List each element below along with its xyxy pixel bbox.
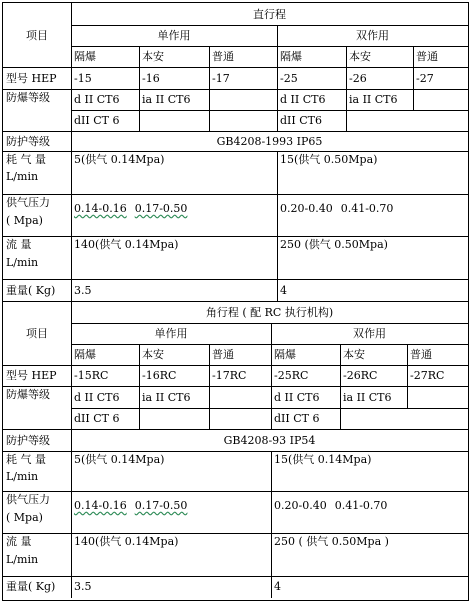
section-title: 直行程 bbox=[253, 7, 286, 21]
pressure-single bbox=[71, 200, 277, 236]
explosion-cell: ia II CT6 bbox=[343, 390, 392, 404]
model-cell: -26 bbox=[349, 71, 367, 85]
consumption-double: 15(供气 0.50Mpa) bbox=[280, 153, 378, 166]
pressure-label-line: 供气压力 bbox=[6, 196, 50, 209]
model-cell: -15 bbox=[74, 71, 92, 85]
explosion-cell: ia II CT6 bbox=[142, 93, 191, 106]
double-acting-header: 双作用 bbox=[353, 327, 386, 340]
type-cell: 隔爆 bbox=[274, 348, 296, 361]
flow-label-line: L/min bbox=[6, 256, 39, 269]
item-label: 项目 bbox=[26, 28, 48, 42]
flow-label bbox=[3, 236, 71, 279]
explosion-cell: d II CT6 bbox=[280, 93, 326, 106]
type-cell: 普通 bbox=[410, 348, 432, 361]
consumption-single: 5(供气 0.14Mpa) bbox=[74, 453, 165, 466]
model-cell: -16 bbox=[142, 71, 160, 85]
flow-label bbox=[3, 533, 71, 576]
flow-single: 140(供气 0.14Mpa) bbox=[74, 238, 179, 251]
consumption-label-line: L/min bbox=[6, 170, 39, 183]
consumption-label bbox=[3, 151, 71, 194]
pressure-single-value: 0.14-0.16 bbox=[74, 499, 127, 512]
protection-label: 防护等级 bbox=[6, 433, 50, 447]
consumption-label-line: 耗 气 量 bbox=[6, 453, 46, 466]
model-label: 型号 HEP bbox=[6, 369, 57, 382]
explosion-cell: d II CT6 bbox=[274, 390, 320, 404]
type-cell: 普通 bbox=[416, 50, 438, 63]
pressure-label-line: 供气压力 bbox=[6, 493, 50, 506]
consumption-label-line: L/min bbox=[6, 470, 39, 483]
pressure-double-value: 0.20-0.40 bbox=[280, 202, 333, 215]
pressure-single bbox=[71, 497, 271, 533]
explosion-cell: dII CT 6 bbox=[74, 412, 120, 425]
protection-value: GB4208-93 IP54 bbox=[223, 433, 316, 447]
spec-table bbox=[2, 2, 469, 601]
consumption-label-line: 耗 气 量 bbox=[6, 153, 46, 166]
section-title: 角行程 ( 配 RC 执行机构) bbox=[205, 305, 334, 319]
model-cell: -17RC bbox=[212, 369, 247, 382]
flow-single: 140(供气 0.14Mpa) bbox=[74, 535, 179, 548]
pressure-label bbox=[3, 194, 71, 236]
type-cell: 普通 bbox=[212, 348, 234, 361]
weight-single: 3.5 bbox=[74, 283, 92, 297]
flow-label-line: 流 量 bbox=[6, 535, 32, 548]
explosion-cell: ia II CT6 bbox=[142, 390, 191, 404]
explosion-cell: dII CT 6 bbox=[74, 114, 120, 127]
consumption-double: 15(供气 0.14Mpa) bbox=[274, 453, 372, 466]
pressure-double bbox=[277, 200, 468, 236]
explosion-cell: dII CT 6 bbox=[274, 412, 320, 425]
model-cell: -16RC bbox=[142, 369, 177, 382]
item-label: 项目 bbox=[26, 326, 48, 340]
weight-double: 4 bbox=[274, 580, 281, 593]
model-cell: -27RC bbox=[410, 369, 445, 382]
flow-label-line: 流 量 bbox=[6, 238, 32, 251]
grid-line bbox=[413, 89, 414, 111]
type-cell: 本安 bbox=[142, 348, 164, 361]
pressure-double-value: 0.41-0.70 bbox=[340, 202, 394, 215]
protection-value: GB4208-1993 IP65 bbox=[216, 134, 323, 148]
flow-double: 250 (供气 0.50Mpa) bbox=[280, 238, 388, 251]
model-cell: -15RC bbox=[74, 369, 109, 382]
flow-double: 250 ( 供气 0.50Mpa ) bbox=[274, 535, 389, 548]
pressure-single-value: 0.17-0.50 bbox=[134, 202, 188, 215]
explosion-label: 防爆等级 bbox=[6, 388, 50, 401]
pressure-double-value: 0.20-0.40 bbox=[274, 499, 327, 512]
grid-line bbox=[407, 386, 408, 409]
model-cell: -26RC bbox=[343, 369, 378, 382]
flow-label-line: L/min bbox=[6, 553, 39, 566]
model-cell: -27 bbox=[416, 71, 434, 85]
double-acting-header: 双作用 bbox=[356, 29, 389, 42]
grid-line bbox=[209, 89, 210, 132]
grid-line bbox=[209, 386, 210, 430]
pressure-double-value: 0.41-0.70 bbox=[334, 499, 388, 512]
model-cell: -25RC bbox=[274, 369, 309, 382]
type-cell: 本安 bbox=[142, 50, 164, 63]
type-cell: 本安 bbox=[349, 50, 371, 63]
explosion-label: 防爆等级 bbox=[6, 91, 50, 104]
type-cell: 普通 bbox=[212, 50, 234, 63]
protection-label: 防护等级 bbox=[6, 134, 50, 148]
consumption-label bbox=[3, 451, 71, 491]
pressure-label-line: ( Mpa) bbox=[6, 214, 43, 227]
weight-double: 4 bbox=[280, 283, 287, 297]
model-cell: -17 bbox=[212, 71, 230, 85]
grid-line bbox=[3, 491, 469, 492]
single-acting-header: 单作用 bbox=[157, 29, 191, 42]
explosion-cell: d II CT6 bbox=[74, 390, 120, 404]
weight-label: 重量( Kg) bbox=[6, 283, 56, 297]
consumption-single: 5(供气 0.14Mpa) bbox=[74, 153, 165, 166]
pressure-single-value: 0.17-0.50 bbox=[134, 499, 188, 512]
type-cell: 隔爆 bbox=[280, 50, 302, 63]
pressure-label bbox=[3, 491, 71, 533]
weight-single: 3.5 bbox=[74, 580, 92, 593]
type-cell: 本安 bbox=[343, 348, 365, 361]
model-cell: -25 bbox=[280, 71, 298, 85]
explosion-cell: dII CT6 bbox=[280, 114, 322, 127]
model-label: 型号 HEP bbox=[6, 71, 57, 85]
explosion-cell: d II CT6 bbox=[74, 93, 120, 106]
explosion-cell: ia II CT6 bbox=[349, 93, 398, 106]
grid-line bbox=[3, 194, 469, 195]
type-cell: 隔爆 bbox=[74, 50, 96, 63]
single-acting-header: 单作用 bbox=[154, 327, 188, 340]
type-cell: 隔爆 bbox=[74, 348, 96, 361]
pressure-label-line: ( Mpa) bbox=[6, 511, 43, 524]
pressure-single-value: 0.14-0.16 bbox=[74, 202, 127, 215]
pressure-double bbox=[271, 497, 468, 533]
weight-label: 重量( Kg) bbox=[6, 580, 56, 593]
